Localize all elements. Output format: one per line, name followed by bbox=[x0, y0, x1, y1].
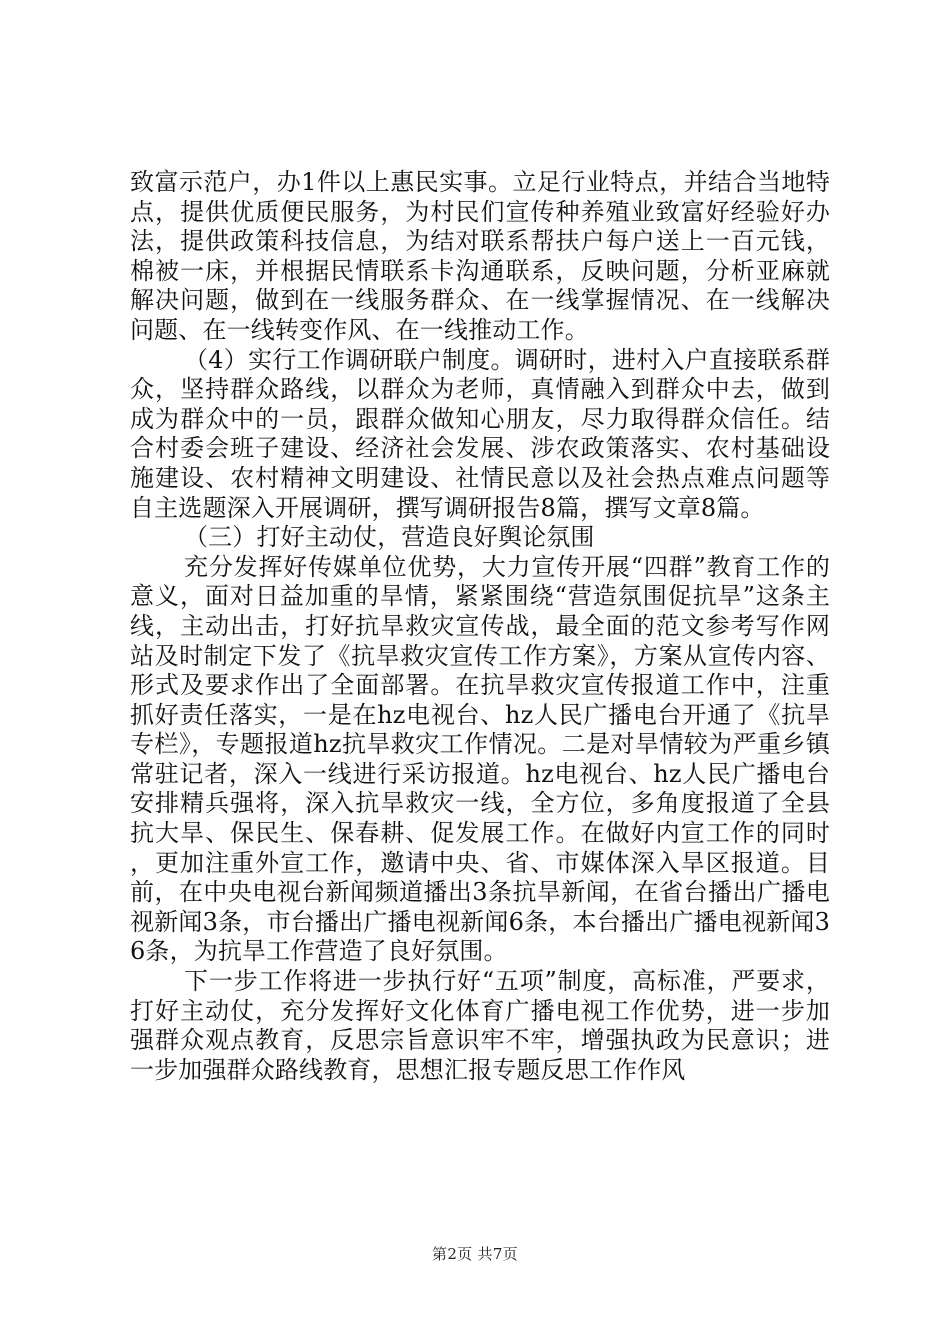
paragraph-next-steps: 下一步工作将进一步执行好“五项”制度，高标准，严要求，打好主动仗，充分发挥好文化体育广播电视工作优势，进一步加强群众观点教育，反思宗旨意识牢不牢，增强执政为民意识；进一步加强群众路线教育，思想汇报专题反思工作作风 bbox=[130, 967, 830, 1084]
paragraph-continuation: 致富示范户，办1件以上惠民实事。立足行业特点，并结合当地特点，提供优质便民服务，为村民们宣传种养殖业致富好经验好办法，提供政策科技信息，为结对联系帮扶户每户送上一百元钱，棉被一床，并根据民情联系卡沟通联系，反映问题，分析亚麻就解决问题，做到在一线服务群众、在一线掌握情况、在一线解决问题、在一线转变作风、在一线推动工作。 bbox=[130, 168, 830, 344]
paragraph-media-publicity: 充分发挥好传媒单位优势，大力宣传开展“四群”教育工作的意义，面对日益加重的旱情，紧紧围绕“营造氛围促抗旱”这条主线，主动出击，打好抗旱救灾宣传战，最全面的范文参考写作网站及时制定下发了《抗旱救灾宣传工作方案》，方案从宣传内容、形式及要求作出了全面部署。在抗旱救灾宣传报道工作中，注重抓好责任落实，一是在hz电视台、hz人民广播电台开通了《抗旱专栏》，专题报道hz抗旱救灾工作情况。二是对旱情较为严重乡镇常驻记者，深入一线进行采访报道。hz电视台、hz人民广播电台安排精兵强将，深入抗旱救灾一线，全方位，多角度报道了全县抗大旱、保民生、保春耕、促发展工作。在做好内宣工作的同时，更加注重外宣工作，邀请中央、省、市媒体深入旱区报道。目前，在中央电视台新闻频道播出3条抗旱新闻，在省台播出广播电视新闻3条，市台播出广播电视新闻6条，本台播出广播电视新闻36条，为抗旱工作营造了良好氛围。 bbox=[130, 552, 830, 966]
section-heading: （三）打好主动仗，营造良好舆论氛围 bbox=[184, 523, 595, 552]
page-number-footer: 第2页 共7页 bbox=[432, 1245, 518, 1263]
paragraph-research-system: （4）实行工作调研联户制度。调研时，进村入户直接联系群众，坚持群众路线，以群众为老师，真情融入到群众中去，做到成为群众中的一员，跟群众做知心朋友，尽力取得群众信任。结合村委会班子建设、经济社会发展、涉农政策落实、农村基础设施建设、农村精神文明建设、社情民意以及社会热点难点问题等自主选题深入开展调研，撰写调研报告8篇，撰写文章8篇。 bbox=[130, 345, 830, 522]
document-body bbox=[130, 168, 830, 1085]
